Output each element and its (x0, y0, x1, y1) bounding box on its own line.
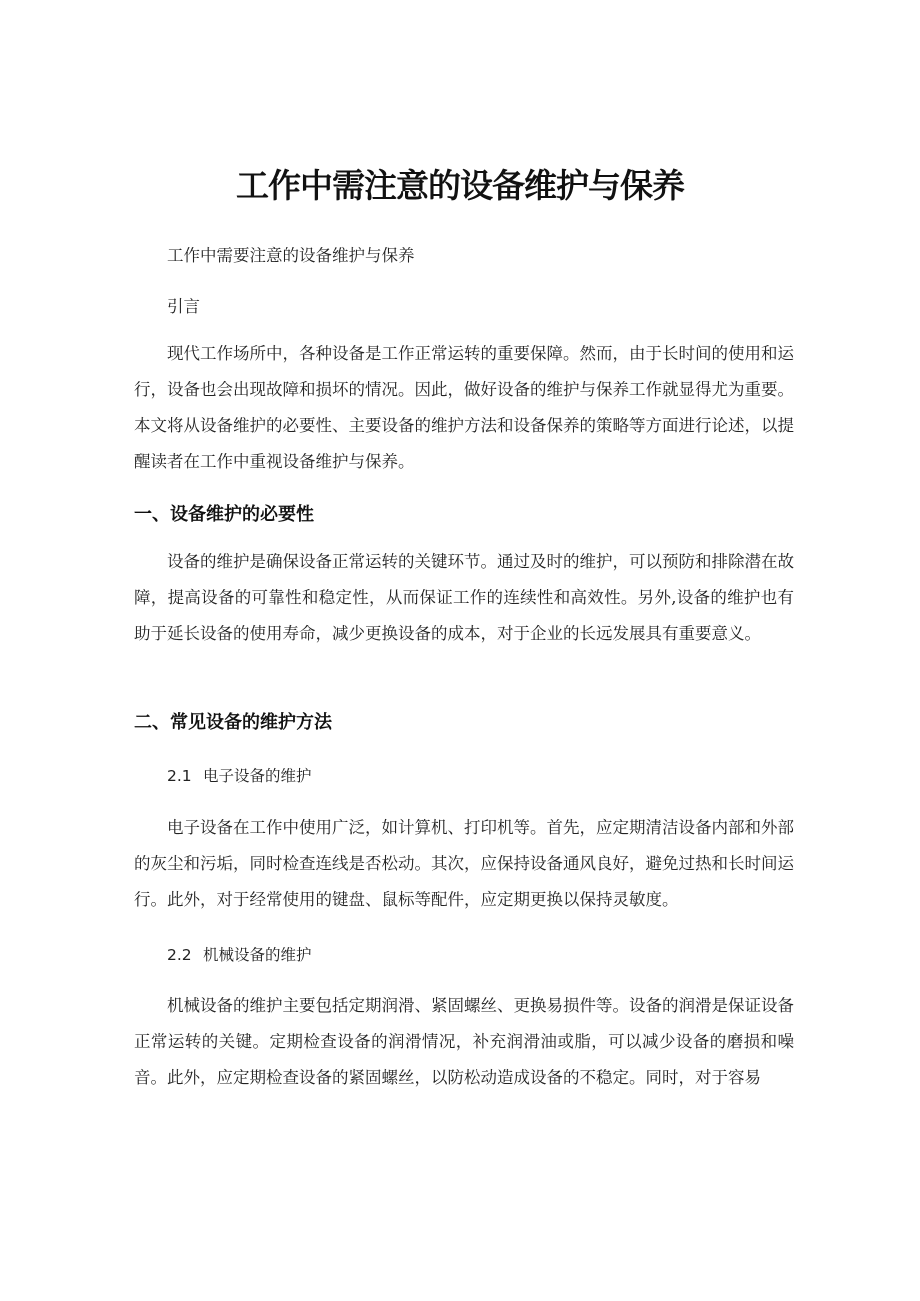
subsection-number: 2.1 (167, 767, 192, 785)
subsection-title: 机械设备的维护 (203, 946, 312, 964)
subsection-2-1-paragraph: 电子设备在工作中使用广泛，如计算机、打印机等。首先，应定期清洁设备内部和外部的灰尘和污垢，同时检查连线是否松动。其次，应保持设备通风良好，避免过热和长时间运行。此外，对于经常使用的键盘、鼠标等配件，应定期更换以保持灵敏度。 (134, 818, 794, 909)
document-subtitle: 工作中需要注意的设备维护与保养 (167, 246, 415, 265)
section-2-heading: 二、常见设备的维护方法 (134, 712, 332, 733)
intro-heading: 引言 (167, 297, 200, 316)
document-title: 工作中需注意的设备维护与保养 (236, 166, 684, 205)
subsection-2-2-paragraph: 机械设备的维护主要包括定期润滑、紧固螺丝、更换易损件等。设备的润滑是保证设备正常运转的关键。定期检查设备的润滑情况，补充润滑油或脂，可以减少设备的磨损和噪音。此外，应定期检查设备的紧固螺丝，以防松动造成设备的不稳定。同时，对于容易 (134, 996, 794, 1087)
intro-paragraph: 现代工作场所中，各种设备是工作正常运转的重要保障。然而，由于长时间的使用和运行，设备也会出现故障和损坏的情况。因此，做好设备的维护与保养工作就显得尤为重要。本文将从设备维护的必要性、主要设备的维护方法和设备保养的策略等方面进行论述，以提醒读者在工作中重视设备维护与保养。 (134, 344, 794, 471)
subsection-number: 2.2 (167, 946, 192, 964)
section-1-heading: 一、设备维护的必要性 (134, 504, 314, 525)
subsection-2-2-heading (167, 943, 312, 965)
subsection-title: 电子设备的维护 (203, 767, 312, 785)
subsection-2-1-heading (167, 764, 312, 786)
section-1-paragraph: 设备的维护是确保设备正常运转的关键环节。通过及时的维护，可以预防和排除潜在故障，提高设备的可靠性和稳定性，从而保证工作的连续性和高效性。另外,设备的维护也有助于延长设备的使用寿命，减少更换设备的成本，对于企业的长远发展具有重要意义。 (134, 552, 794, 643)
